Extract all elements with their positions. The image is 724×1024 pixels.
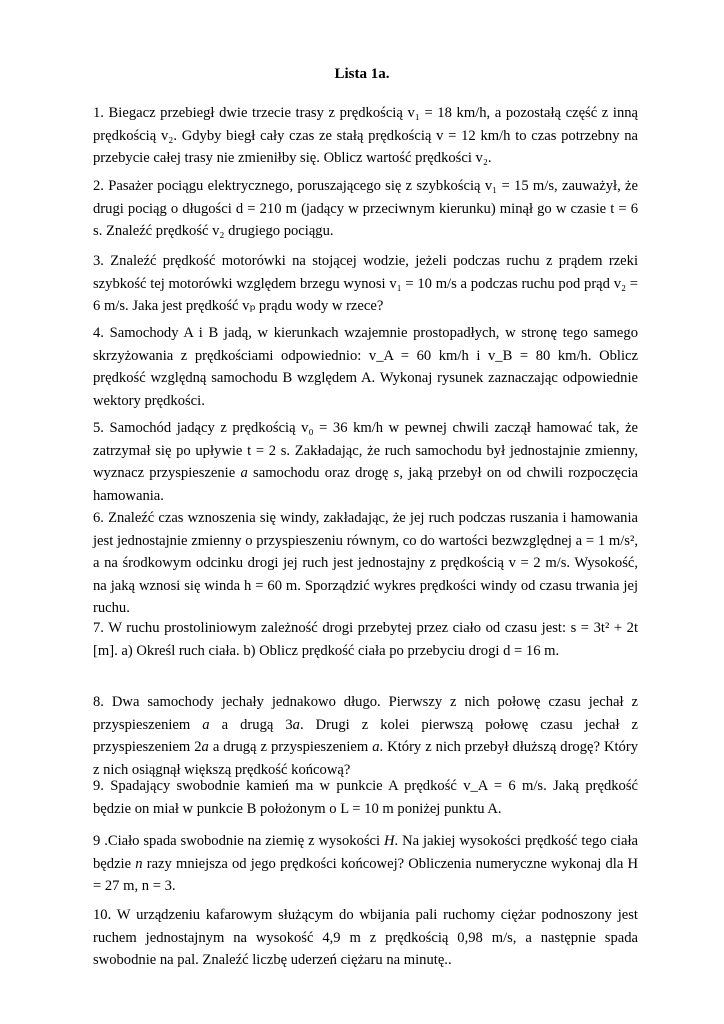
problem-3-text-1: 3. Znaleźć prędkość motorówki na stojącej wodzie, jeżeli podczas ruchu z prądem rzeki szybkość tej motorówki względem brzegu wynosi [93,253,638,292]
problem-5-formula-v0: v₀ = 36 km/h [301,420,384,436]
problem-9b-text-2: . Na jakiej wysokości prędkość tego ciała będzie [93,833,638,872]
problem-3 [93,250,638,318]
problem-8-var-a-4: a [372,739,380,755]
problem-9b-var-h: H [384,833,395,849]
problem-1-text-3: to czas potrzebny na przebycie całej trasy nie zmieniłby się. Oblicz wartość prędkości v₂. [93,127,639,166]
problem-6-formula-a: a = 1 m/s² [575,532,635,549]
problem-9b-formula-h: H = 27 m [93,855,638,894]
problem-5-var-s: s [393,465,400,481]
problem-2-formula-t: t = 6 s [93,200,639,239]
page-title: Lista 1a. [334,66,390,82]
problem-9b-text-4: , [134,878,139,894]
problem-3-formula-v2: v₂ = 6 m/s [93,275,639,314]
problem-5-text-1: 5. Samochód jadący z prędkością [93,420,296,436]
problem-1-text-2: , a pozostałą część z inną prędkością v₂. Gdyby biegł cały czas ze stałą prędkością [93,105,639,144]
problem-9-formula-va: v_A = 6 m/s [463,778,544,794]
problem-5-formula-t: t = 2 s [247,442,287,459]
problem-2 [93,175,638,243]
problem-8-text-1: 8. Dwa samochody jechały jednakowo długo. Pierwszy z nich połowę czasu jechał z przyspieszeniem [93,694,638,733]
problem-5-text-3: . Zakładając, że ruch samochodu był jednostajnie zmienny, wyznacz przyspieszenie [93,442,638,481]
problem-9-formula-l: L = 10 m [340,800,394,817]
problem-9b [93,830,638,898]
problem-6-formula-v: v = 2 m/s [508,555,567,571]
problem-2-formula-d: d = 210 m [235,200,297,217]
problem-6-formula-h: h = 60 m [244,577,298,594]
problem-1 [93,102,638,170]
problem-2-text-2: , zauważył, że drugi pociąg o długości [93,178,638,217]
problem-5-text-4: samochodu oraz drogę [253,465,389,481]
problem-2-text-3: (jadący w przeciwnym kierunku) minął go w czasie [301,200,607,217]
problem-8-text-2: a drugą 3 [221,716,293,733]
problem-1-text-1: 1. Biegacz przebiegł dwie trzecie trasy z prędkością [93,105,403,121]
problem-8-var-a-2: a [292,716,300,733]
problem-4-formula-vb: v_B = 80 km/h [487,347,588,364]
problem-7-formula-d: d = 16 m [503,642,556,659]
problem-9b-text-1: 9 .Ciało spada swobodnie na ziemię z wysokości [93,833,381,849]
problem-7-text-3: . [555,642,560,659]
problem-2-text-4: . Znaleźć prędkość v₂ drugiego pociągu. [98,223,334,239]
problem-10 [93,904,638,972]
problem-9b-text-5: . [171,878,176,894]
problem-4-text-1: 4. Samochody A i B jadą, w kierunkach wzajemnie prostopadłych, w stronę tego samego skrzyżowania z prędkościami odpowiednio: [93,325,638,364]
problem-8-var-a-3: a [201,739,209,755]
problem-8-text-4: a drugą z przyspieszeniem [212,739,369,755]
problem-2-formula-v1: v₁ = 15 m/s [484,178,555,194]
problem-6 [93,507,638,620]
problem-6-text-1: 6. Znaleźć czas wznoszenia się windy, zakładając, że jej ruch podczas ruszania i hamowania jest jednostajnie zmienny o przyspieszeniu równym, co do wartości bezwzględnej [93,510,638,549]
problem-4-text-3: . Oblicz prędkość względną samochodu B względem A. Wykonaj rysunek zaznaczając odpowiednie wektory prędkości. [93,347,638,409]
problem-7-text-2: . a) Określ ruch ciała. b) Oblicz prędkość ciała po przebyciu drogi [114,642,500,659]
problem-3-formula-v1: v₁ = 10 m/s [389,275,457,292]
problem-3-text-2: a podczas ruchu pod prąd [460,275,610,292]
problem-7-formula-s: s = 3t² + 2t [m] [93,620,639,659]
problem-8-text-3: . Drugi z kolei pierwszą połowę czasu jechał z przyspieszeniem 2 [93,716,639,755]
problem-5-text-2: w pewnej chwili zaczął hamować tak, że zatrzymał się po upływie [93,420,639,459]
problem-9-text-3: poniżej punktu A. [397,800,502,817]
problem-5-var-a: a [240,465,248,481]
problem-3-text-3: . Jaka jest prędkość vₚ prądu wody w rzece? [125,298,384,314]
problem-7-text-1: 7. W ruchu prostoliniowym zależność drogi przebytej przez ciało od czasu jest: [93,620,567,636]
problem-8-text-5: . Który z nich przebył dłuższą drogę? Który z nich osiągnął większą prędkość końcową? [93,739,639,778]
problem-6-text-4: . Sporządzić wykres prędkości windy od czasu trwania jej ruchu. [93,577,638,616]
problem-7 [93,617,638,662]
problem-6-text-2: , a na środkowym odcinku drogi jej ruch jest jednostajny z prędkością [93,532,638,571]
problem-9-text-2: . Jaką prędkość będzie on miał w punkcie B położonym o [93,778,638,817]
problem-4 [93,322,638,412]
problem-1-formula-v: v = 12 km/h [436,127,511,144]
problem-4-text-2: i [476,347,481,364]
problem-9 [93,775,638,820]
problem-1-formula-v1: v₁ = 18 km/h [407,105,487,121]
problem-8 [93,691,638,781]
problem-9b-formula-n: n = 3 [141,878,172,894]
problem-6-text-3: . Wysokość, na jaką wznosi się winda [93,555,639,594]
problem-9-text-1: 9. Spadający swobodnie kamień ma w punkcie A prędkość [93,778,457,794]
problem-9b-var-n: n [135,855,143,872]
problem-5 [93,417,638,507]
problem-9b-text-3: razy mniejsza od jego prędkości końcowej? Obliczenia numeryczne wykonaj dla [146,855,624,872]
problem-10-text-1: 10. W urządzeniu kafarowym służącym do wbijania pali ruchomy ciężar podnoszony jest ruchem jednostajnym na wysokość 4,9 m z prędkością 0,98 m/s, a następnie spada swobodnie na pal. Znaleźć liczbę uderzeń ciężaru na minutę.. [93,907,638,968]
problem-4-formula-va: v_A = 60 km/h [368,347,469,364]
problem-5-text-5: , jaką przebył on od chwili rozpoczęcia hamowania. [93,465,638,504]
problem-8-var-a-1: a [202,716,210,733]
problem-2-text-1: 2. Pasażer pociągu elektrycznego, poruszającego się z szybkością [93,178,481,194]
